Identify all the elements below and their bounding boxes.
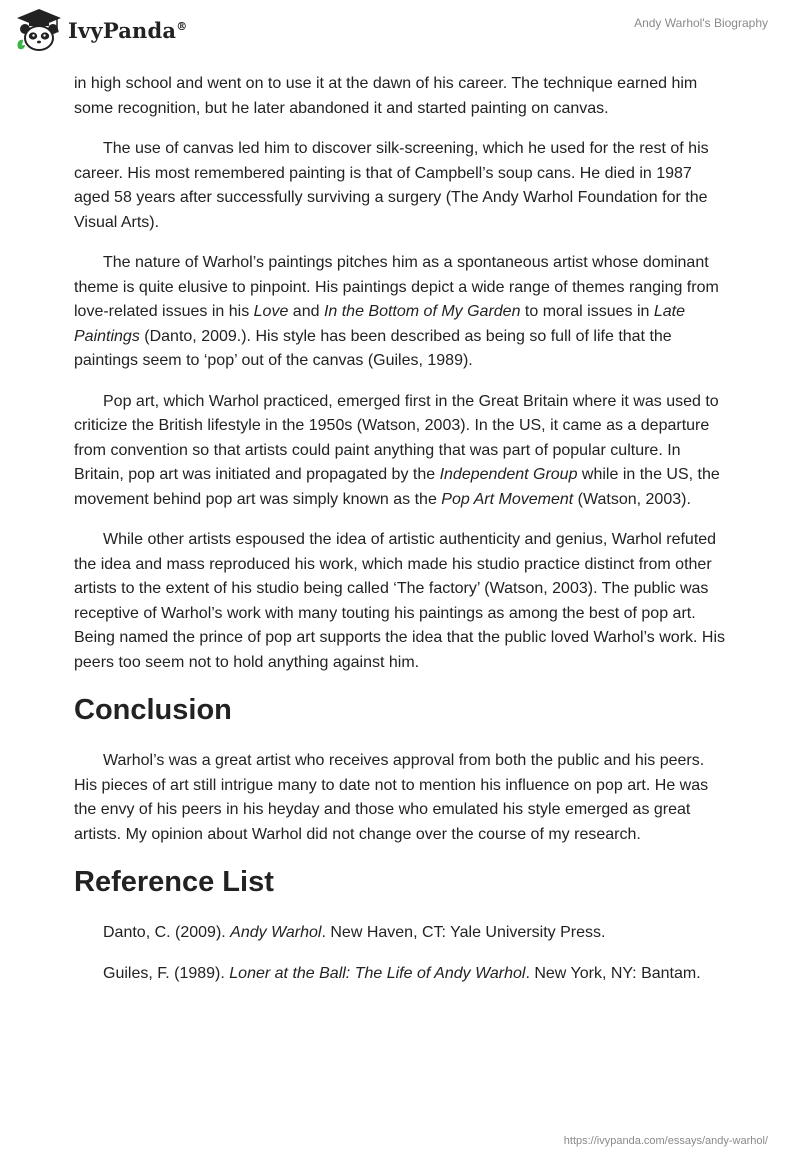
paragraph-continued: in high school and went on to use it at the dawn of his career. The technique earned him some recognition, but he later abandoned it and started painting on canvas. bbox=[74, 75, 698, 117]
reference-entry: Guiles, F. (1989). Loner at the Ball: The Life of Andy Warhol. New York, NY: Bantam. bbox=[103, 964, 701, 982]
movement-name: Pop Art Movement bbox=[441, 490, 574, 508]
paragraph-authenticity: While other artists espoused the idea of artistic authenticity and genius, Warhol refuted the idea and mass reproduced his work, which made his studio practice distinct from other artists to the extent of his studio being called ‘The factory’ (Watson, 2003). The public was receptive of Warhol’s work with many touting his paintings as among the best of pop art. Being named the prince of pop art supports the idea that the public loved Warhol’s work. His peers too seem not to hold anything against him. bbox=[74, 531, 726, 671]
conclusion-heading: Conclusion bbox=[74, 694, 232, 726]
footer-url[interactable]: https://ivypanda.com/essays/andy-warhol/ bbox=[563, 1135, 768, 1147]
conclusion-paragraph: Warhol’s was a great artist who receives approval from both the public and his peers. His pieces of art still intrigue many to date not to mention his influence on pop art. He was the envy of his peers in his heyday and those who emulated his style emerged as great artists. My opinion about Warhol did not change over the course of my research. bbox=[74, 752, 709, 843]
work-title: In the Bottom of My Garden bbox=[323, 303, 521, 320]
ivypanda-logo[interactable] bbox=[16, 8, 187, 52]
reference-entry: Danto, C. (2009). Andy Warhol. New Haven, CT: Yale University Press. bbox=[103, 924, 606, 941]
work-title: Late Paintings bbox=[74, 303, 686, 345]
group-name: Independent Group bbox=[439, 466, 578, 483]
paragraph-pop-art: Pop art, which Warhol practiced, emerged first in the Great Britain where it was used to criticize the British lifestyle in the 1950s (Watson, 2003). In the US, it came as a departure from convention so that artists could paint anything that was part of popular culture. In Britain, pop art was initiated and propagated by the Independent Group while in the US, the movement behind pop art was simply known as the Pop Art Movement (Watson, 2003). bbox=[74, 392, 720, 508]
brand-name: IvyPanda® bbox=[68, 17, 188, 43]
reference-list-heading: Reference List bbox=[74, 866, 274, 898]
paragraph-nature: The nature of Warhol’s paintings pitches him as a spontaneous artist whose dominant theme is quite elusive to pinpoint. His paintings depict a wide range of themes ranging from love-related issues in his Love and In the Bottom of My Garden to moral issues in Late Paintings (Danto, 2009.). His style has been described as being so full of life that the paintings seem to ‘pop’ out of the canvas (Guiles, 1989). bbox=[74, 254, 719, 369]
running-title: Andy Warhol's Biography bbox=[634, 16, 768, 30]
page-header bbox=[0, 0, 800, 70]
work-title: Love bbox=[253, 303, 289, 320]
essay-content bbox=[74, 72, 726, 1002]
paragraph-canvas: The use of canvas led him to discover silk-screening, which he used for the rest of his career. His most remembered painting is that of Campbell’s soup cans. He died in 1987 aged 58 years after successfully surviving a surgery (The Andy Warhol Foundation for the Visual Arts). bbox=[74, 140, 709, 231]
panda-graduation-icon bbox=[16, 8, 62, 52]
